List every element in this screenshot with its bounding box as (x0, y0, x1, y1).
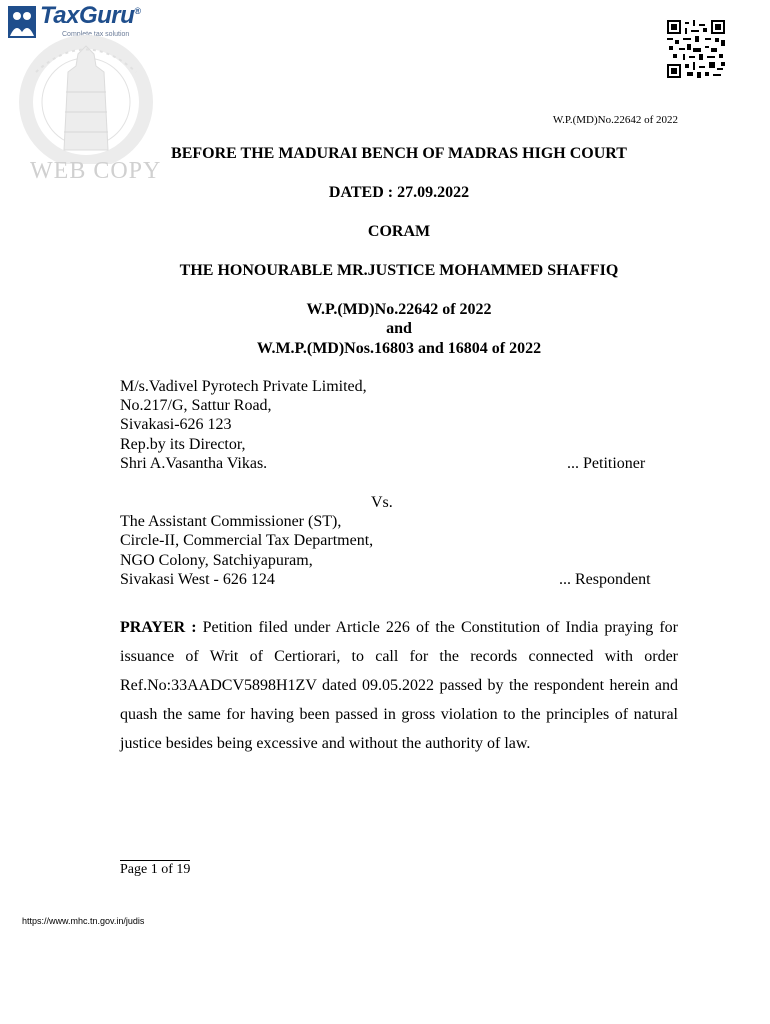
petitioner-line: Sivakasi-626 123 (120, 416, 232, 433)
wmp-number: W.M.P.(MD)Nos.16803 and 16804 of 2022 (256, 340, 542, 357)
source-url: https://www.mhc.tn.gov.in/judis (22, 916, 145, 926)
case-conjunction: and (386, 320, 412, 337)
respondent-line: The Assistant Commissioner (ST), (120, 513, 342, 530)
prayer-label: PRAYER : (120, 619, 197, 636)
brand-name: TaxGuru® (40, 2, 141, 29)
petitioner-line: Rep.by its Director, (120, 436, 246, 453)
web-copy-watermark: WEB COPY (30, 158, 162, 184)
brand-tagline: Complete tax solution (62, 31, 130, 38)
qr-code (666, 20, 726, 78)
page-number: Page 1 of 19 (120, 862, 191, 877)
case-number: W.P.(MD)No.22642 of 2022 (306, 301, 492, 318)
prayer-paragraph (120, 613, 678, 758)
respondent-role: ... Respondent (559, 571, 651, 588)
judge-name: THE HONOURABLE MR.JUSTICE MOHAMMED SHAFFIQ (179, 262, 619, 279)
respondent-line: Circle-II, Commercial Tax Department, (120, 532, 374, 549)
coram-heading: CORAM (367, 223, 431, 240)
court-title: BEFORE THE MADURAI BENCH OF MADRAS HIGH COURT (171, 145, 627, 162)
order-date: DATED : 27.09.2022 (328, 184, 470, 201)
petitioner-line: M/s.Vadivel Pyrotech Private Limited, (120, 378, 367, 395)
prayer-text: Petition filed under Article 226 of the Constitution of India praying for issuance of Writ of Certiorari, to call for the records connected with order Ref.No:33AADCV5898H1ZV dated 09.05.2022 passed by the respondent herein and quash the same for having been passed in gross violation to the principles of natural justice besides being excessive and without the authority of law. (120, 619, 679, 752)
petitioner-line: Shri A.Vasantha Vikas. (120, 455, 268, 472)
respondent-line: NGO Colony, Satchiyapuram, (120, 552, 313, 569)
respondent-line: Sivakasi West - 626 124 (120, 571, 275, 588)
petitioner-role: ... Petitioner (567, 455, 646, 472)
header-case-reference: W.P.(MD)No.22642 of 2022 (552, 114, 678, 126)
versus: Vs. (371, 494, 393, 511)
petitioner-line: No.217/G, Sattur Road, (120, 397, 272, 414)
footer-rule (120, 860, 190, 861)
